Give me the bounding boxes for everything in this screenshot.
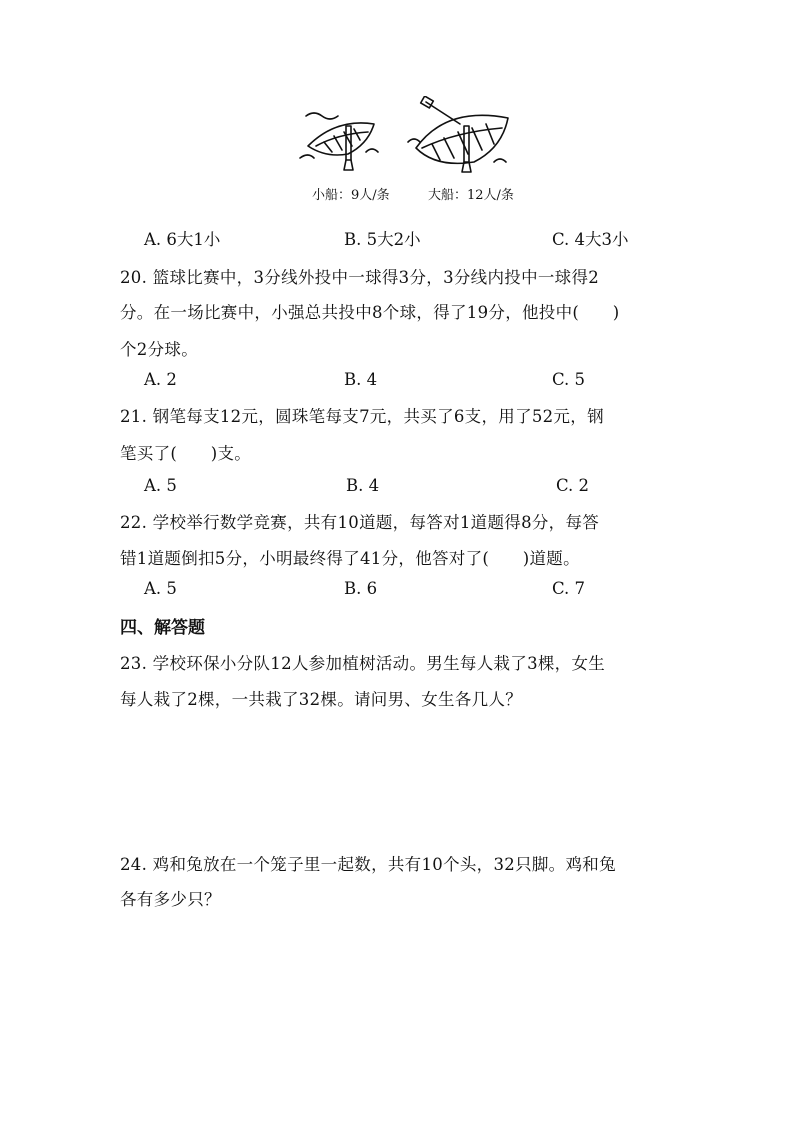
q24-line-2: 各有多少只？ [120, 890, 221, 909]
q23-line-1: 23. 学校环保小分队12人参加植树活动。男生每人栽了3棵，女生 [120, 654, 606, 673]
q22-option-b: B. 6 [344, 579, 378, 598]
big-boat-icon [408, 96, 508, 172]
q20-option-c: C. 5 [552, 370, 586, 389]
q19-option-a: A. 6大1小 [144, 230, 221, 249]
q20-option-a: A. 2 [144, 370, 177, 389]
q22-option-c: C. 7 [552, 579, 586, 598]
boats-illustration [296, 96, 526, 186]
q21-option-c: C. 2 [556, 476, 590, 495]
q20-line-3: 个2分球。 [120, 340, 198, 359]
q20-line-1: 20. 篮球比赛中，3分线外投中一球得3分，3分线内投中一球得2 [120, 268, 600, 287]
boats-figure [296, 96, 526, 208]
section-heading: 四、解答题 [120, 618, 205, 638]
q21-option-a: A. 5 [144, 476, 177, 495]
q21-option-b: B. 4 [346, 476, 380, 495]
q21-line-1: 21. 钢笔每支12元，圆珠笔每支7元，共买了6支，用了52元，钢 [120, 407, 604, 426]
q22-line-1: 22. 学校举行数学竞赛，共有10道题，每答对1道题得8分，每答 [120, 513, 600, 532]
q20-line-2: 分。在一场比赛中，小强总共投中8个球，得了19分，他投中( ) [120, 303, 620, 322]
q24-line-1: 24. 鸡和兔放在一个笼子里一起数，共有10个头，32只脚。鸡和兔 [120, 855, 616, 874]
big-boat-caption: 大船：12人/条 [428, 188, 514, 203]
q22-option-a: A. 5 [144, 579, 177, 598]
q23-line-2: 每人栽了2棵，一共栽了32棵。请问男、女生各几人？ [120, 690, 522, 709]
q21-line-2: 笔买了( )支。 [120, 444, 252, 463]
q20-option-b: B. 4 [344, 370, 378, 389]
q22-line-2: 错1道题倒扣5分，小明最终得了41分，他答对了( )道题。 [120, 549, 580, 568]
small-boat-icon [300, 113, 378, 170]
small-boat-caption: 小船：9人/条 [312, 188, 390, 203]
q19-option-b: B. 5大2小 [344, 230, 421, 249]
q19-option-c: C. 4大3小 [552, 230, 629, 249]
